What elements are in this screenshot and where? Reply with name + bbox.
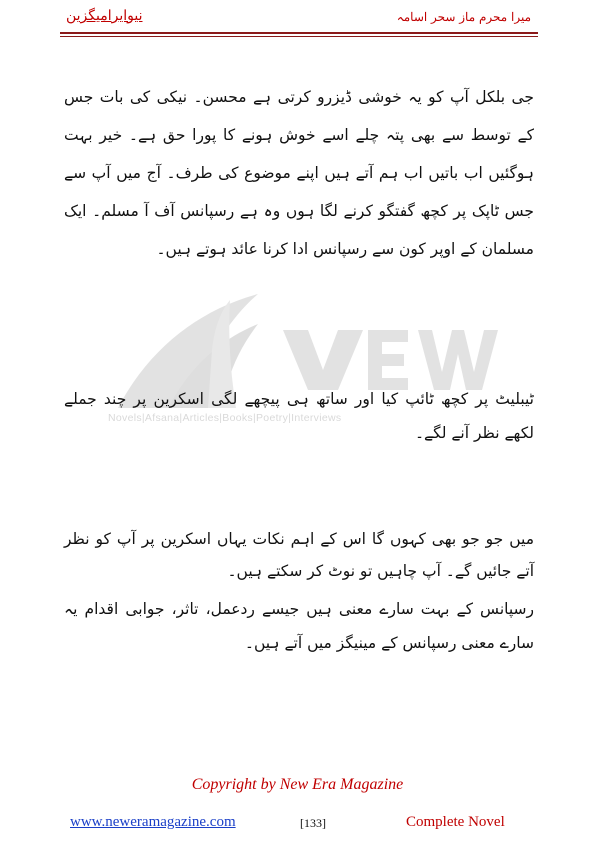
paragraph-3 [64, 523, 534, 587]
page-number: [133] [300, 816, 326, 830]
header-rule-thick [60, 32, 538, 34]
paragraph-1 [64, 78, 534, 268]
page-header [0, 0, 595, 36]
copyright-notice: Copyright by New Era Magazine [191, 776, 404, 793]
paragraph-4-text: رسپانس کے بہت سارے معنی ہیں جیسے ردعمل، تاثر، جوابی اقدام یہ سارے معنی رسپانس کے مینیگز میں آتے ہیں۔ [64, 600, 534, 652]
watermark-tagline: Novels|Afsana|Articles|Books|Poetry|Interviews [108, 412, 342, 424]
magazine-name: نیوایرامیگزین [66, 8, 143, 24]
paragraph-1-text: جی بلکل آپ کو یہ خوشی ڈیزرو کرتی ہے محسن۔ نیکی کی بات جس کے توسط سے بھی پتہ چلے اسے خوش ہونے کا پورا حق ہے۔ خیر بہت ہوگئیں اب باتیں اب ہم آتے ہیں اپنے موضوع کی طرف۔ آج میں آپ سے جس ٹاپک پر کچھ گفتگو کرنے لگا ہوں وہ ہے رسپانس آف آ مسلم۔ ایک مسلمان کے اوپر کون سے رسپانس ادا کرنا عائد ہوتے ہیں۔ [64, 88, 534, 258]
paragraph-4 [64, 592, 534, 660]
website-link[interactable]: www.neweramagazine.com [70, 814, 236, 830]
page-footer [0, 814, 595, 834]
paragraph-2-text: ٹیبلیٹ پر کچھ ٹائپ کیا اور ساتھ ہی پیچھے لگی اسکرین پر چند جملے لکھے نظر آنے لگے۔ [64, 390, 534, 442]
paragraph-2 [64, 382, 534, 450]
header-rule-thin [60, 36, 538, 37]
novel-label: Complete Novel [406, 814, 505, 830]
paragraph-3-text: میں جو جو بھی کہوں گا اس کے اہم نکات یہاں اسکرین پر آپ کو نظر آتے جائیں گے۔ آپ چاہیں تو نوٹ کر سکتے ہیں۔ [64, 530, 534, 580]
story-title: میرا محرم ماز سحر اسامہ [396, 10, 531, 24]
